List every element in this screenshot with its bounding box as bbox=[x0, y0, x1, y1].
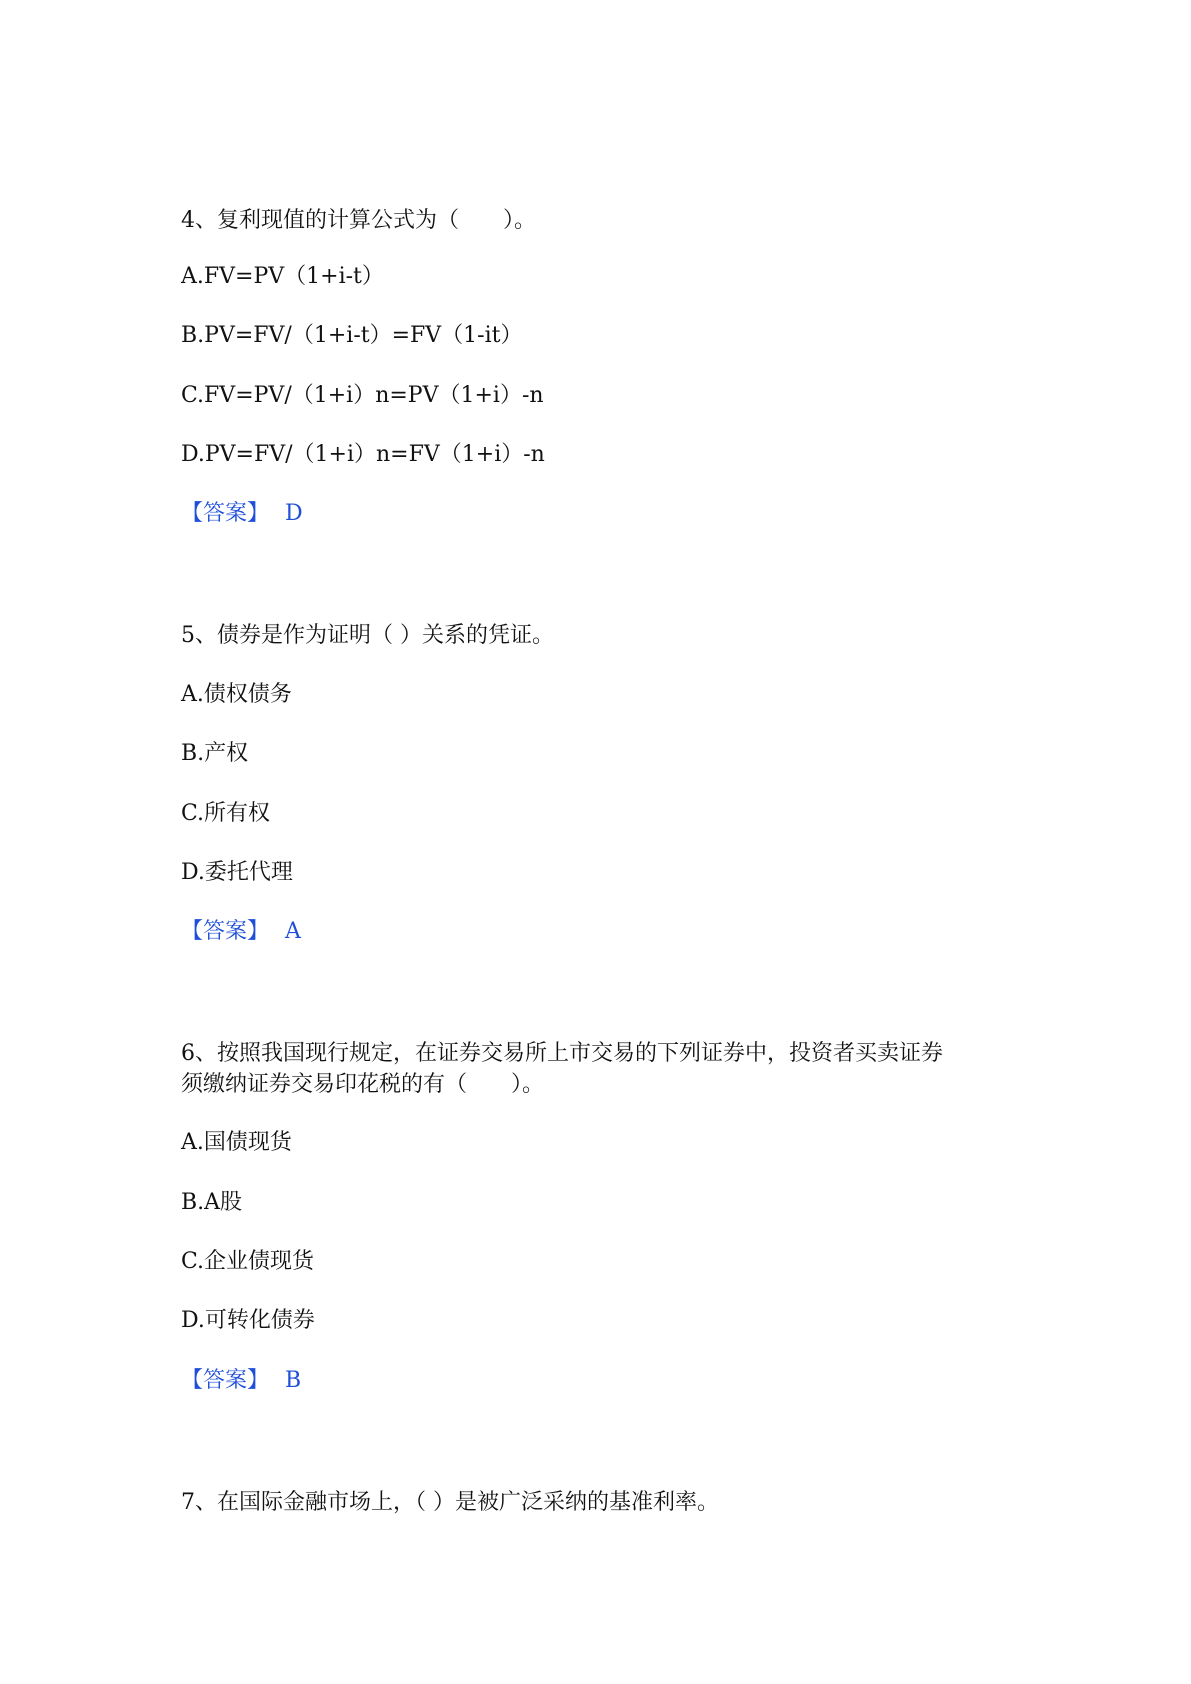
question-6-option-b: B.A股 bbox=[181, 1190, 243, 1215]
question-4-option-d: D.PV=FV/（1+i）n=FV（1+i）-n bbox=[181, 442, 545, 467]
question-5-option-d: D.委托代理 bbox=[181, 860, 293, 885]
answer-label: 【答案】 bbox=[181, 919, 270, 944]
question-4-answer bbox=[181, 500, 303, 528]
answer-value: A bbox=[285, 919, 301, 944]
question-6-option-a: A.国债现货 bbox=[181, 1130, 292, 1155]
question-6-stem-line-2: 须缴纳证券交易印花税的有（ ）。 bbox=[181, 1072, 545, 1097]
question-4-option-c: C.FV=PV/（1+i）n=PV（1+i）-n bbox=[181, 383, 544, 408]
question-5-option-c: C.所有权 bbox=[181, 801, 271, 826]
question-6-answer bbox=[181, 1367, 301, 1395]
question-5-answer bbox=[181, 918, 301, 946]
answer-label: 【答案】 bbox=[181, 501, 270, 526]
question-6-stem-line-1: 6、按照我国现行规定，在证券交易所上市交易的下列证券中，投资者买卖证券 bbox=[181, 1041, 943, 1066]
question-6-option-d: D.可转化债券 bbox=[181, 1308, 315, 1333]
answer-value: D bbox=[285, 501, 303, 526]
question-7-stem: 7、在国际金融市场上，（ ）是被广泛采纳的基准利率。 bbox=[181, 1490, 719, 1515]
question-4-option-a: A.FV=PV（1+i-t） bbox=[181, 264, 384, 289]
question-5-stem: 5、债券是作为证明（ ）关系的凭证。 bbox=[181, 623, 554, 648]
question-6-option-c: C.企业债现货 bbox=[181, 1249, 315, 1274]
question-5-option-a: A.债权债务 bbox=[181, 682, 292, 707]
question-4-option-b: B.PV=FV/（1+i-t）=FV（1-it） bbox=[181, 323, 523, 348]
question-5-option-b: B.产权 bbox=[181, 741, 249, 766]
answer-label: 【答案】 bbox=[181, 1368, 270, 1393]
question-4-stem: 4、复利现值的计算公式为（ ）。 bbox=[181, 208, 536, 233]
answer-value: B bbox=[285, 1368, 302, 1393]
